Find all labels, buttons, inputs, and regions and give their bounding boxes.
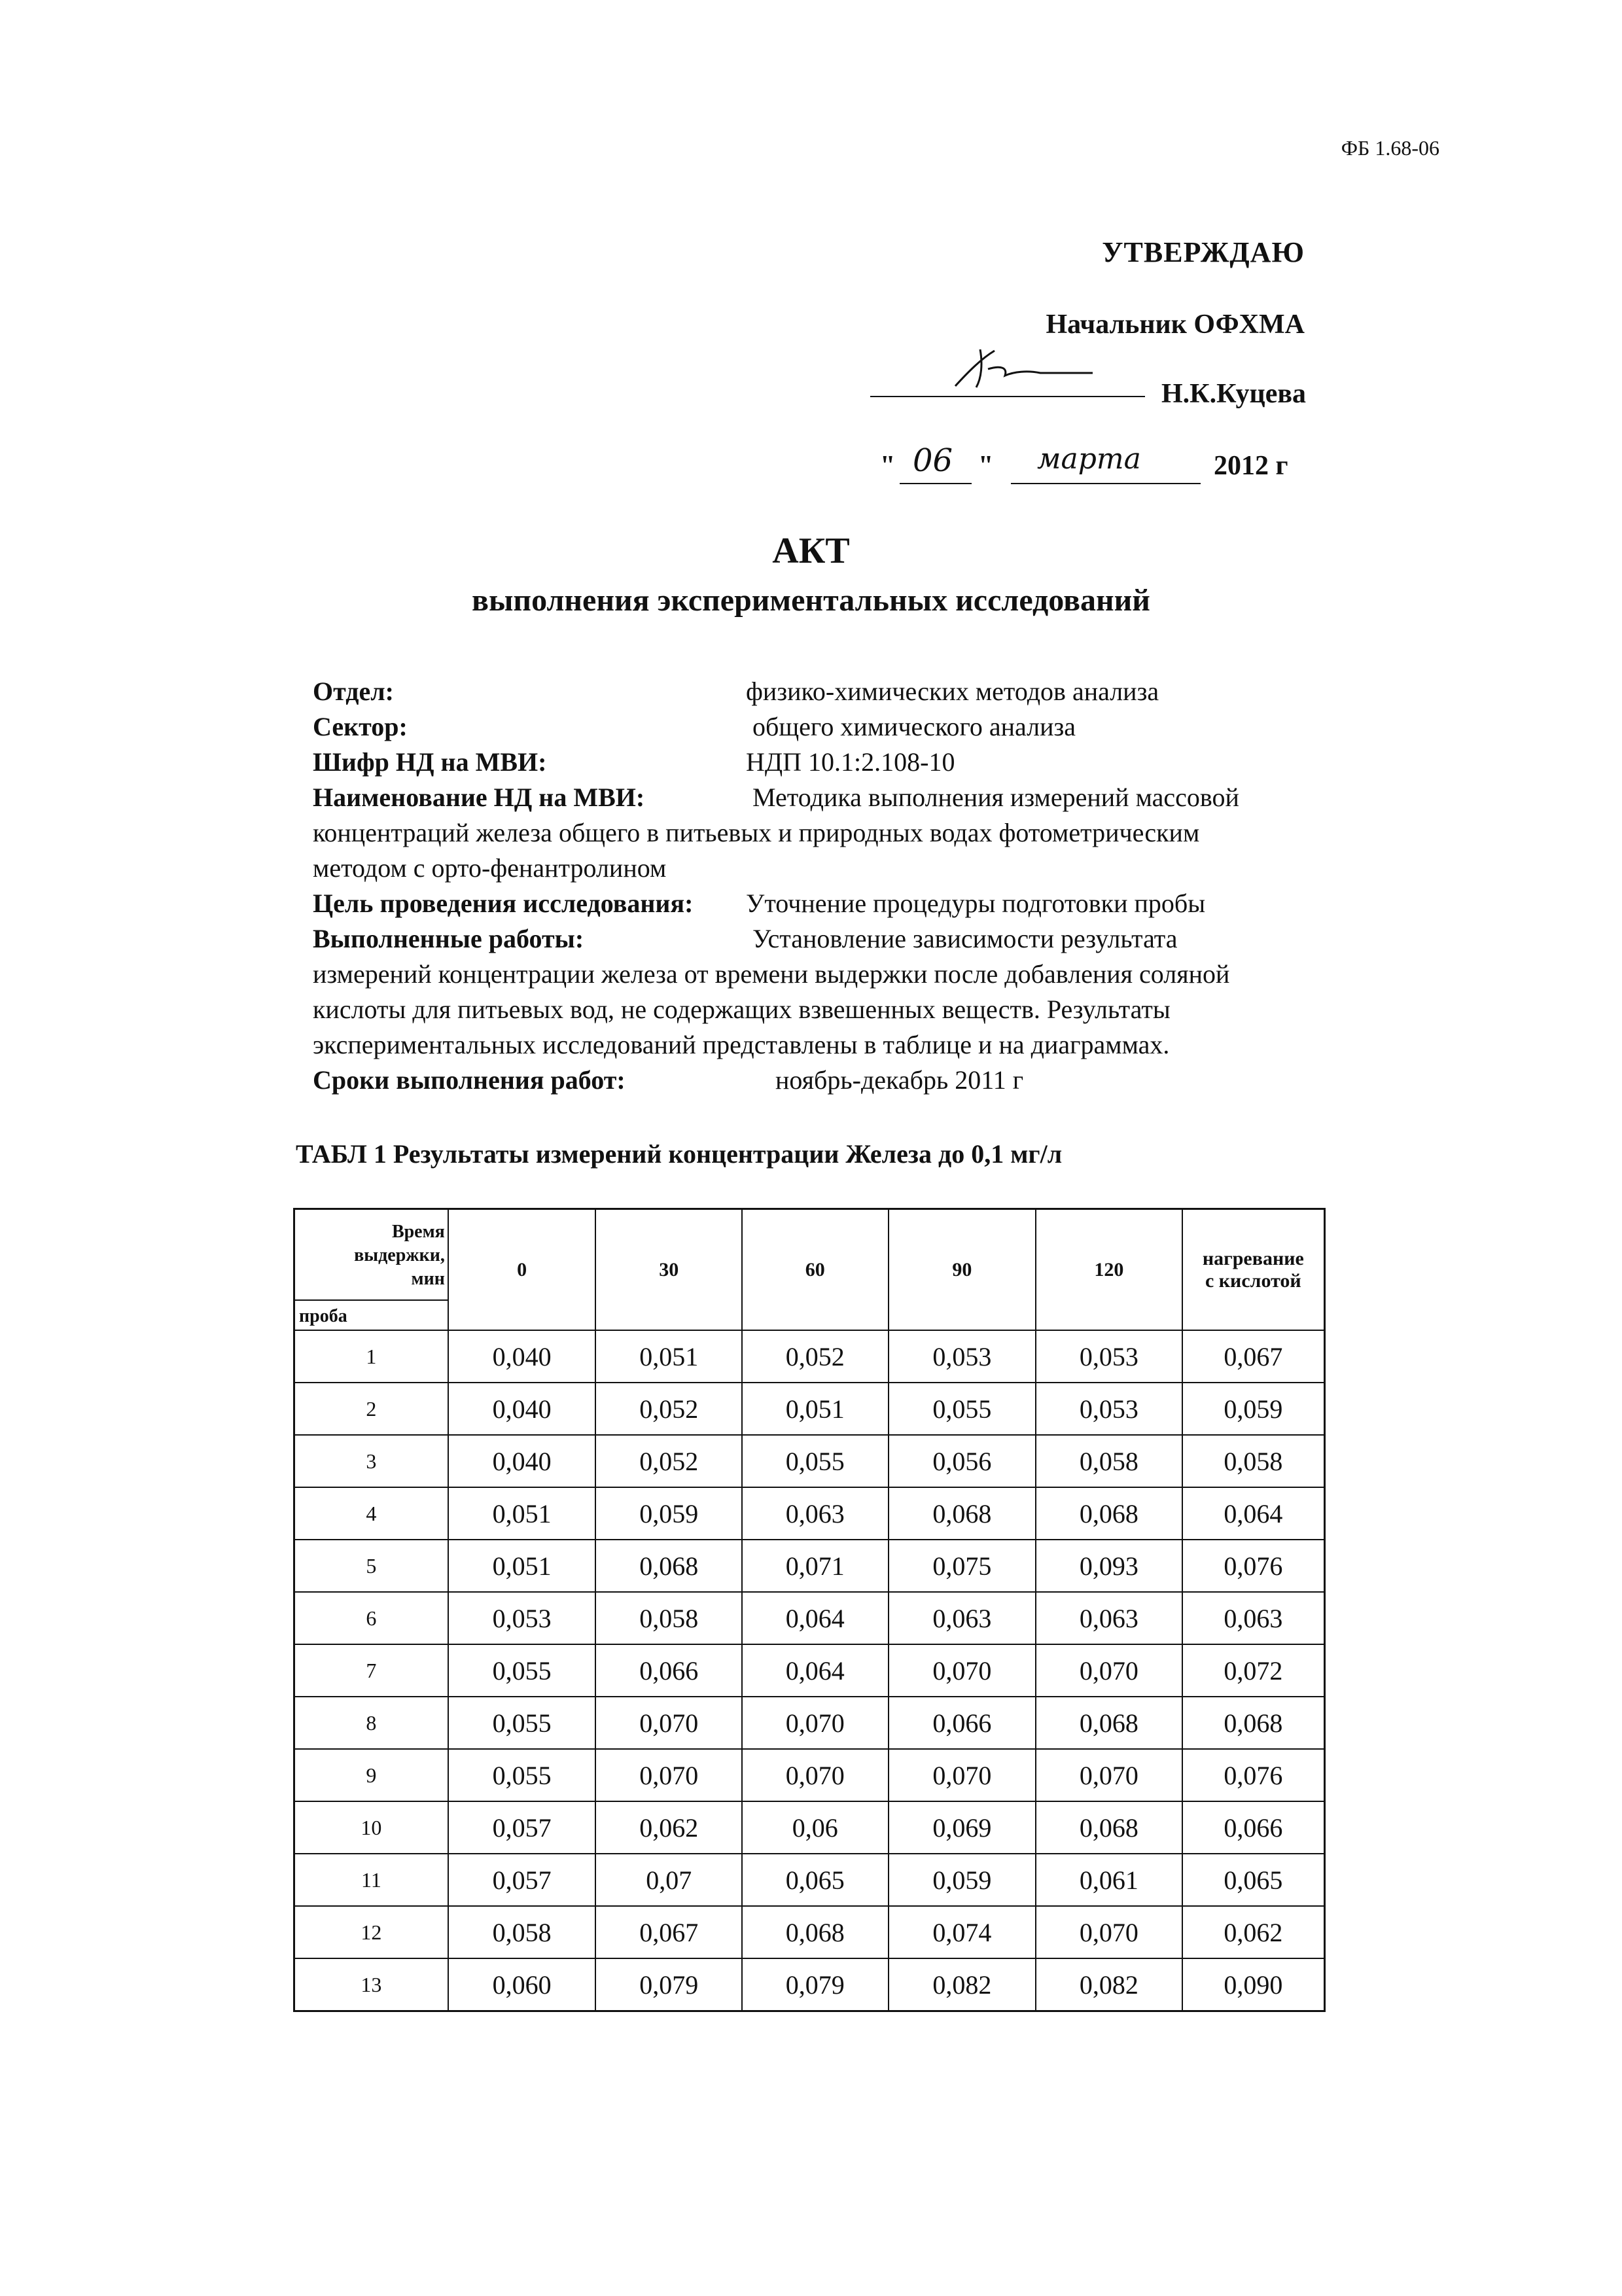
sector-label: Сектор: — [313, 712, 408, 741]
work-value-2: измерений концентрации железа от времени выдержки после добавления соляной — [313, 959, 1230, 989]
value-cell: 0,053 — [1036, 1330, 1182, 1383]
term-value: ноябрь-декабрь 2011 г — [775, 1065, 1024, 1095]
method-name-value-2: концентраций железа общего в питьевых и природных водах фотометрическим — [313, 818, 1200, 847]
value-cell: 0,070 — [742, 1749, 889, 1801]
value-cell: 0,053 — [889, 1330, 1036, 1383]
date-day: 06 — [913, 442, 953, 479]
value-cell: 0,07 — [595, 1854, 742, 1906]
value-cell: 0,070 — [1036, 1644, 1182, 1697]
code-label: Шифр НД на МВИ: — [313, 747, 547, 777]
sector-value: общего химического анализа — [752, 712, 1076, 741]
table-row — [294, 1906, 1325, 1958]
table-caption: ТАБЛ 1 Результаты измерений концентрации Железа до 0,1 мг/л — [296, 1139, 1063, 1169]
value-cell: 0,053 — [1036, 1383, 1182, 1435]
goal-value: Уточнение процедуры подготовки пробы — [746, 889, 1206, 918]
sample-number-cell: 13 — [294, 1958, 448, 2011]
value-cell: 0,068 — [1036, 1487, 1182, 1540]
value-cell: 0,090 — [1182, 1958, 1325, 2011]
date-month: марта — [1037, 442, 1141, 476]
value-cell: 0,063 — [742, 1487, 889, 1540]
value-cell: 0,056 — [889, 1435, 1036, 1487]
table-row — [294, 1540, 1325, 1592]
sample-number-cell: 5 — [294, 1540, 448, 1592]
value-cell: 0,058 — [1182, 1435, 1325, 1487]
date-year: 2012 г — [1214, 451, 1288, 481]
sample-number-cell: 7 — [294, 1644, 448, 1697]
value-cell: 0,058 — [595, 1592, 742, 1644]
table-row — [294, 1854, 1325, 1906]
column-header: 90 — [889, 1209, 1036, 1331]
corner-header-cell — [294, 1209, 448, 1331]
value-cell: 0,067 — [595, 1906, 742, 1958]
value-cell: 0,057 — [448, 1801, 596, 1854]
value-cell: 0,06 — [742, 1801, 889, 1854]
value-cell: 0,070 — [595, 1697, 742, 1749]
value-cell: 0,061 — [1036, 1854, 1182, 1906]
table-row — [294, 1801, 1325, 1854]
value-cell: 0,058 — [1036, 1435, 1182, 1487]
value-cell: 0,066 — [889, 1697, 1036, 1749]
goal-label: Цель проведения исследования: — [313, 889, 694, 918]
approval-heading: УТВЕРЖДАЮ — [1102, 236, 1305, 268]
value-cell: 0,063 — [1036, 1592, 1182, 1644]
value-cell: 0,059 — [595, 1487, 742, 1540]
sample-number-cell: 11 — [294, 1854, 448, 1906]
value-cell: 0,064 — [742, 1592, 889, 1644]
document-code: ФБ 1.68-06 — [1341, 136, 1439, 160]
heating-header-line-1: нагревание — [1202, 1247, 1304, 1269]
corner-header-line-2: выдержки, — [354, 1245, 445, 1265]
value-cell: 0,068 — [1036, 1697, 1182, 1749]
method-name-value-1: Методика выполнения измерений массовой — [752, 783, 1239, 812]
date-quote-close: " — [978, 451, 994, 481]
corner-header-time — [354, 1220, 445, 1291]
corner-header-line-1: Время — [391, 1222, 445, 1242]
table-row — [294, 1749, 1325, 1801]
value-cell: 0,070 — [889, 1644, 1036, 1697]
corner-header-sample: проба — [299, 1306, 347, 1326]
value-cell: 0,071 — [742, 1540, 889, 1592]
value-cell: 0,055 — [448, 1749, 596, 1801]
value-cell: 0,051 — [448, 1540, 596, 1592]
value-cell: 0,082 — [889, 1958, 1036, 2011]
document-title: АКТ — [772, 531, 850, 571]
value-cell: 0,062 — [1182, 1906, 1325, 1958]
value-cell: 0,072 — [1182, 1644, 1325, 1697]
value-cell: 0,068 — [1036, 1801, 1182, 1854]
value-cell: 0,082 — [1036, 1958, 1182, 2011]
table-row — [294, 1958, 1325, 2011]
value-cell: 0,064 — [1182, 1487, 1325, 1540]
value-cell: 0,040 — [448, 1383, 596, 1435]
column-header-heating — [1182, 1209, 1325, 1331]
value-cell: 0,053 — [448, 1592, 596, 1644]
value-cell: 0,067 — [1182, 1330, 1325, 1383]
table-row — [294, 1644, 1325, 1697]
value-cell: 0,052 — [742, 1330, 889, 1383]
value-cell: 0,059 — [1182, 1383, 1325, 1435]
value-cell: 0,066 — [1182, 1801, 1325, 1854]
value-cell: 0,058 — [448, 1906, 596, 1958]
corner-header-line-3: мин — [411, 1269, 445, 1289]
value-cell: 0,055 — [448, 1697, 596, 1749]
value-cell: 0,070 — [889, 1749, 1036, 1801]
column-header: 30 — [595, 1209, 742, 1331]
value-cell: 0,057 — [448, 1854, 596, 1906]
value-cell: 0,064 — [742, 1644, 889, 1697]
sample-number-cell: 1 — [294, 1330, 448, 1383]
value-cell: 0,062 — [595, 1801, 742, 1854]
value-cell: 0,051 — [448, 1487, 596, 1540]
value-cell: 0,068 — [1182, 1697, 1325, 1749]
value-cell: 0,074 — [889, 1906, 1036, 1958]
method-name-value-3: методом с орто-фенантролином — [313, 853, 667, 883]
work-value-4: экспериментальных исследований представлены в таблице и на диаграммах. — [313, 1030, 1170, 1059]
value-cell: 0,069 — [889, 1801, 1036, 1854]
sample-number-cell: 6 — [294, 1592, 448, 1644]
value-cell: 0,068 — [742, 1906, 889, 1958]
table-row — [294, 1592, 1325, 1644]
work-label: Выполненные работы: — [313, 924, 584, 953]
table-row — [294, 1487, 1325, 1540]
value-cell: 0,076 — [1182, 1749, 1325, 1801]
value-cell: 0,051 — [595, 1330, 742, 1383]
value-cell: 0,075 — [889, 1540, 1036, 1592]
value-cell: 0,051 — [742, 1383, 889, 1435]
value-cell: 0,068 — [889, 1487, 1036, 1540]
value-cell: 0,052 — [595, 1383, 742, 1435]
value-cell: 0,079 — [595, 1958, 742, 2011]
approver-position: Начальник ОФХМА — [1046, 309, 1305, 340]
dept-value: физико-химических методов анализа — [746, 677, 1159, 706]
sample-number-cell: 10 — [294, 1801, 448, 1854]
value-cell: 0,063 — [889, 1592, 1036, 1644]
value-cell: 0,059 — [889, 1854, 1036, 1906]
value-cell: 0,070 — [1036, 1749, 1182, 1801]
value-cell: 0,066 — [595, 1644, 742, 1697]
sample-number-cell: 9 — [294, 1749, 448, 1801]
table-row — [294, 1383, 1325, 1435]
sample-number-cell: 8 — [294, 1697, 448, 1749]
work-value-3: кислоты для питьевых вод, не содержащих взвешенных веществ. Результаты — [313, 995, 1171, 1024]
value-cell: 0,040 — [448, 1330, 596, 1383]
column-header: 120 — [1036, 1209, 1182, 1331]
column-header: 0 — [448, 1209, 596, 1331]
heating-header-line-2: с кислотой — [1205, 1269, 1301, 1292]
value-cell: 0,052 — [595, 1435, 742, 1487]
sample-number-cell: 4 — [294, 1487, 448, 1540]
value-cell: 0,070 — [1036, 1906, 1182, 1958]
results-table — [293, 1208, 1326, 2012]
value-cell: 0,068 — [595, 1540, 742, 1592]
signature-icon — [942, 345, 1099, 398]
dept-label: Отдел: — [313, 677, 394, 706]
value-cell: 0,040 — [448, 1435, 596, 1487]
sample-number-cell: 2 — [294, 1383, 448, 1435]
value-cell: 0,093 — [1036, 1540, 1182, 1592]
table-row — [294, 1330, 1325, 1383]
approver-name: Н.К.Куцева — [1161, 379, 1307, 409]
table-row — [294, 1697, 1325, 1749]
value-cell: 0,063 — [1182, 1592, 1325, 1644]
value-cell: 0,055 — [742, 1435, 889, 1487]
document-subtitle: выполнения экспериментальных исследований — [472, 583, 1150, 618]
date-quote-open: " — [880, 451, 896, 481]
method-name-label: Наименование НД на МВИ: — [313, 783, 645, 812]
work-value-1: Установление зависимости результата — [752, 924, 1178, 953]
value-cell: 0,070 — [742, 1697, 889, 1749]
term-label: Сроки выполнения работ: — [313, 1065, 626, 1095]
value-cell: 0,055 — [889, 1383, 1036, 1435]
value-cell: 0,055 — [448, 1644, 596, 1697]
value-cell: 0,079 — [742, 1958, 889, 2011]
value-cell: 0,070 — [595, 1749, 742, 1801]
value-cell: 0,060 — [448, 1958, 596, 2011]
table-row — [294, 1435, 1325, 1487]
corner-separator — [295, 1299, 448, 1301]
value-cell: 0,065 — [1182, 1854, 1325, 1906]
table-header-row — [294, 1209, 1325, 1331]
sample-number-cell: 3 — [294, 1435, 448, 1487]
value-cell: 0,065 — [742, 1854, 889, 1906]
column-header: 60 — [742, 1209, 889, 1331]
value-cell: 0,076 — [1182, 1540, 1325, 1592]
code-value: НДП 10.1:2.108-10 — [746, 747, 955, 777]
sample-number-cell: 12 — [294, 1906, 448, 1958]
